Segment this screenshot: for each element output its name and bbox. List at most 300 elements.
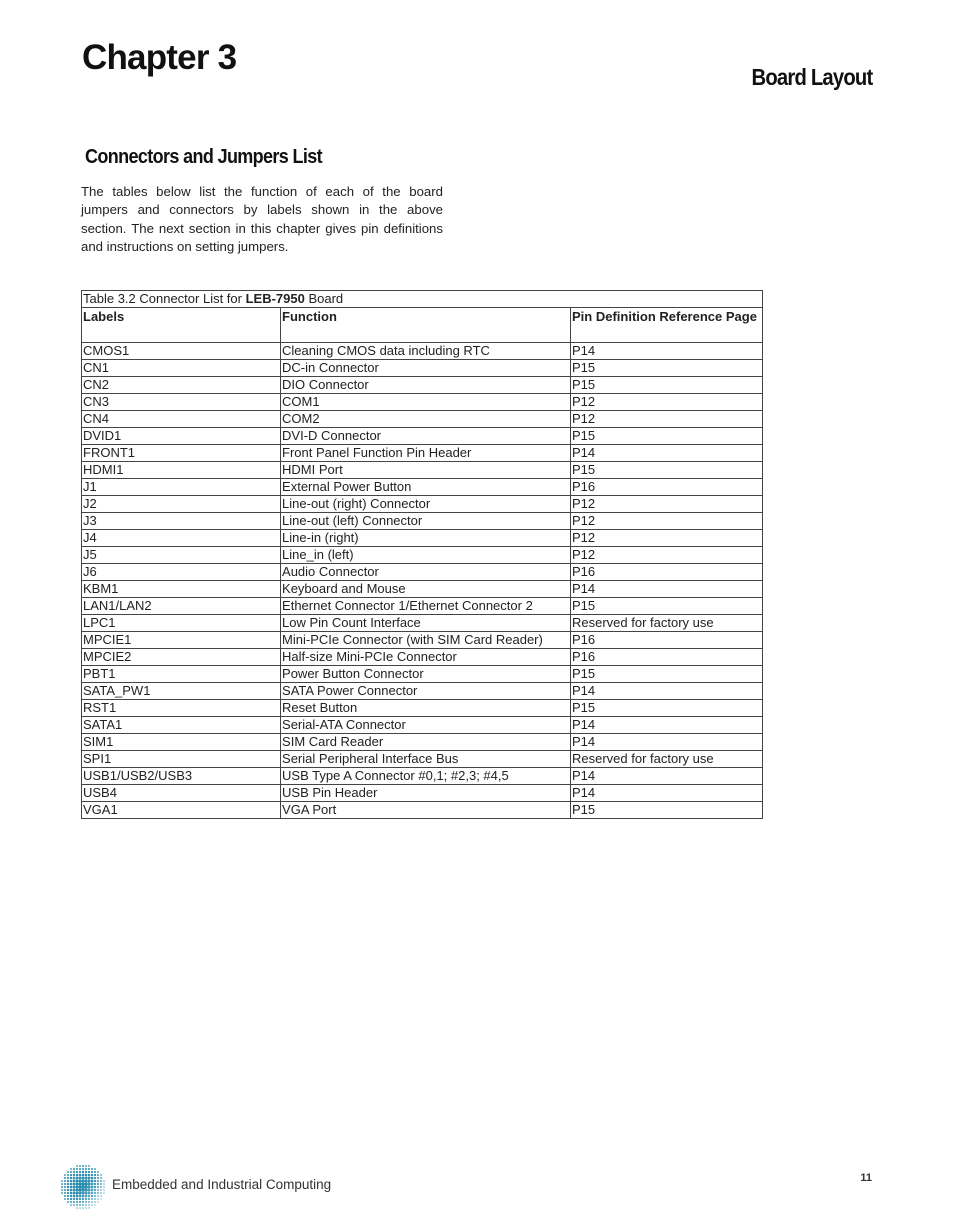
cell-function: Half-size Mini-PCIe Connector — [281, 649, 571, 666]
cell-function: Keyboard and Mouse — [281, 581, 571, 598]
logo-dot — [64, 1189, 66, 1191]
logo-dot — [78, 1179, 81, 1182]
logo-dot — [100, 1189, 102, 1191]
table-row — [82, 802, 763, 819]
logo-dot — [82, 1168, 84, 1170]
logo-dot — [67, 1186, 69, 1188]
cell-label: CN4 — [82, 411, 281, 428]
table-header-row — [82, 308, 763, 343]
cell-pin-page: P16 — [571, 632, 763, 649]
logo-dot — [70, 1186, 73, 1189]
cell-label: CN3 — [82, 394, 281, 411]
logo-dot — [97, 1192, 99, 1194]
logo-dot — [100, 1192, 102, 1194]
logo-dot — [84, 1185, 87, 1188]
cell-pin-page: P15 — [571, 598, 763, 615]
cell-pin-page: P15 — [571, 802, 763, 819]
logo-dot — [94, 1171, 96, 1173]
cell-pin-page: P12 — [571, 513, 763, 530]
cell-pin-page: P14 — [571, 785, 763, 802]
logo-dot — [85, 1192, 88, 1195]
logo-dot — [70, 1177, 72, 1179]
logo-dot — [73, 1195, 76, 1198]
logo-dot — [75, 1188, 78, 1191]
table-row — [82, 394, 763, 411]
cell-label: KBM1 — [82, 581, 281, 598]
table-row — [82, 513, 763, 530]
logo-dot — [97, 1171, 99, 1173]
cell-function: Cleaning CMOS data including RTC — [281, 343, 571, 360]
logo-dot — [84, 1182, 87, 1185]
logo-dot — [88, 1174, 91, 1177]
cell-label: CMOS1 — [82, 343, 281, 360]
logo-dot — [75, 1185, 78, 1188]
logo-dot — [61, 1180, 63, 1182]
table-row — [82, 530, 763, 547]
table-body — [82, 343, 763, 819]
caption-suffix: Board — [304, 291, 344, 306]
logo-dot — [88, 1168, 90, 1170]
logo-dot — [88, 1198, 90, 1200]
logo-dot — [67, 1177, 69, 1179]
logo-dot — [100, 1174, 102, 1176]
logo-dot — [73, 1171, 75, 1173]
logo-dot — [97, 1195, 99, 1197]
logo-dot — [91, 1192, 94, 1195]
logo-dot — [88, 1195, 91, 1198]
table-row — [82, 564, 763, 581]
cell-function: SATA Power Connector — [281, 683, 571, 700]
cell-pin-page: P15 — [571, 462, 763, 479]
logo-dot — [76, 1177, 79, 1180]
logo-dot — [82, 1201, 84, 1203]
header-function: Function — [281, 308, 571, 343]
section-title: Board Layout — [751, 64, 872, 90]
cell-function: Audio Connector — [281, 564, 571, 581]
logo-dot — [100, 1195, 102, 1197]
subsection-title: Connectors and Jumpers List — [85, 146, 323, 168]
table-row — [82, 343, 763, 360]
cell-function: USB Pin Header — [281, 785, 571, 802]
cell-function: DC-in Connector — [281, 360, 571, 377]
logo-dot — [67, 1180, 69, 1182]
logo-dot — [76, 1180, 79, 1183]
cell-function: External Power Button — [281, 479, 571, 496]
logo-dot — [70, 1168, 72, 1170]
logo-dot — [70, 1171, 72, 1173]
logo-dot — [67, 1171, 69, 1173]
logo-dot — [97, 1180, 99, 1182]
cell-pin-page: P16 — [571, 479, 763, 496]
logo-dot — [97, 1183, 99, 1185]
cell-label: CN1 — [82, 360, 281, 377]
cell-pin-page: P14 — [571, 717, 763, 734]
logo-dot — [100, 1186, 102, 1188]
logo-dot — [82, 1174, 85, 1177]
logo-dot — [91, 1204, 93, 1206]
cell-label: J2 — [82, 496, 281, 513]
cell-label: LPC1 — [82, 615, 281, 632]
cell-pin-page: P16 — [571, 564, 763, 581]
logo-dot — [67, 1195, 69, 1197]
logo-dot — [100, 1177, 102, 1179]
cell-label: DVID1 — [82, 428, 281, 445]
logo-dot — [76, 1192, 79, 1195]
table-row — [82, 700, 763, 717]
cell-label: RST1 — [82, 700, 281, 717]
logo-dot — [103, 1192, 104, 1193]
cell-pin-page: P14 — [571, 734, 763, 751]
logo-dot — [73, 1192, 76, 1195]
table-row — [82, 768, 763, 785]
logo-dot — [81, 1182, 84, 1185]
logo-dot — [73, 1177, 76, 1180]
cell-function: HDMI Port — [281, 462, 571, 479]
logo-dot — [78, 1188, 81, 1191]
cell-label: MPCIE1 — [82, 632, 281, 649]
table-row — [82, 734, 763, 751]
cell-label: SIM1 — [82, 734, 281, 751]
cell-label: J4 — [82, 530, 281, 547]
logo-dot — [91, 1198, 93, 1200]
logo-dot — [85, 1171, 87, 1173]
logo-dot — [87, 1185, 90, 1188]
logo-dot — [100, 1183, 102, 1185]
logo-dot — [76, 1204, 78, 1206]
logo-dot — [78, 1182, 81, 1185]
logo-dot — [88, 1165, 90, 1167]
logo-dot — [88, 1207, 89, 1208]
logo-dot — [103, 1189, 105, 1191]
logo-dot — [91, 1186, 94, 1189]
logo-dot — [76, 1207, 78, 1209]
logo-dot — [61, 1186, 63, 1188]
logo-dot — [82, 1171, 84, 1173]
logo-dot — [91, 1171, 93, 1173]
cell-pin-page: P15 — [571, 377, 763, 394]
table-row — [82, 377, 763, 394]
logo-dot — [73, 1204, 75, 1206]
cell-label: MPCIE2 — [82, 649, 281, 666]
cell-label: PBT1 — [82, 666, 281, 683]
logo-dot — [87, 1182, 90, 1185]
logo-dot — [61, 1192, 63, 1194]
logo-dot — [103, 1186, 105, 1188]
cell-label: SATA_PW1 — [82, 683, 281, 700]
table-row — [82, 462, 763, 479]
table-row — [82, 632, 763, 649]
logo-dot — [73, 1189, 76, 1192]
logo-dot — [70, 1195, 72, 1197]
logo-dot — [61, 1189, 63, 1191]
table-row — [82, 581, 763, 598]
logo-dot — [76, 1165, 78, 1167]
logo-dot — [97, 1174, 99, 1176]
table-row — [82, 615, 763, 632]
cell-function: Line-out (left) Connector — [281, 513, 571, 530]
footer-tagline: Embedded and Industrial Computing — [112, 1177, 332, 1192]
logo-dot — [97, 1198, 99, 1200]
logo-dot — [94, 1180, 96, 1182]
cell-pin-page: P15 — [571, 700, 763, 717]
logo-dot — [100, 1198, 101, 1199]
cell-function: Line-out (right) Connector — [281, 496, 571, 513]
cell-label: HDMI1 — [82, 462, 281, 479]
logo-dot — [79, 1165, 81, 1167]
logo-dot — [79, 1198, 81, 1200]
table-row — [82, 496, 763, 513]
table-row — [82, 649, 763, 666]
logo-dot — [85, 1207, 87, 1209]
logo-dot — [97, 1186, 99, 1188]
cell-label: LAN1/LAN2 — [82, 598, 281, 615]
caption-prefix: Table 3.2 Connector List for — [83, 291, 246, 306]
logo-dot — [85, 1201, 87, 1203]
logo-dot — [85, 1177, 88, 1180]
logo-dot — [73, 1180, 76, 1183]
table-caption-row — [82, 291, 763, 308]
cell-function: Reset Button — [281, 700, 571, 717]
logo-dot — [94, 1195, 96, 1197]
cell-function: COM1 — [281, 394, 571, 411]
table-row — [82, 445, 763, 462]
logo-dot — [81, 1179, 84, 1182]
table-row — [82, 360, 763, 377]
logo-dot — [81, 1191, 84, 1194]
logo-dot — [70, 1198, 72, 1200]
logo-dot — [84, 1188, 87, 1191]
cell-pin-page: P14 — [571, 445, 763, 462]
cell-function: Line_in (left) — [281, 547, 571, 564]
cell-function: USB Type A Connector #0,1; #2,3; #4,5 — [281, 768, 571, 785]
chapter-title: Chapter 3 — [82, 38, 237, 77]
cell-function: Mini-PCIe Connector (with SIM Card Reader) — [281, 632, 571, 649]
logo-dot — [64, 1174, 66, 1176]
logo-dot — [73, 1198, 75, 1200]
logo-dot — [91, 1195, 93, 1197]
logo-dot — [76, 1171, 78, 1173]
cell-pin-page: Reserved for factory use — [571, 615, 763, 632]
logo-dot — [94, 1204, 95, 1205]
cell-label: J3 — [82, 513, 281, 530]
cell-pin-page: P15 — [571, 666, 763, 683]
logo-dot — [94, 1186, 96, 1188]
logo-dot — [85, 1165, 87, 1167]
logo-dot — [73, 1183, 76, 1186]
cell-label: J6 — [82, 564, 281, 581]
logo-dot — [85, 1195, 88, 1198]
logo-dot — [94, 1192, 96, 1194]
logo-dot — [64, 1198, 66, 1200]
cell-pin-page: P12 — [571, 496, 763, 513]
logo-dot — [76, 1195, 79, 1198]
table-row — [82, 666, 763, 683]
cell-function: Ethernet Connector 1/Ethernet Connector 2 — [281, 598, 571, 615]
logo-dot — [85, 1168, 87, 1170]
logo-dot — [67, 1174, 69, 1176]
logo-dot — [73, 1174, 75, 1176]
table-row — [82, 428, 763, 445]
cell-function: COM2 — [281, 411, 571, 428]
logo-dot — [67, 1198, 69, 1200]
logo-dot — [76, 1201, 78, 1203]
logo-dot — [91, 1168, 93, 1170]
logo-dot — [82, 1165, 84, 1167]
logo-dot — [94, 1201, 96, 1203]
logo-dot — [91, 1177, 94, 1180]
table-row — [82, 717, 763, 734]
logo-dot — [91, 1180, 94, 1183]
logo-dot — [64, 1192, 66, 1194]
logo-dot — [79, 1201, 81, 1203]
logo-dot — [64, 1183, 66, 1185]
cell-pin-page: P14 — [571, 343, 763, 360]
logo-dot — [88, 1204, 90, 1206]
logo-dot — [70, 1192, 73, 1195]
logo-dot — [97, 1201, 98, 1202]
cell-function: VGA Port — [281, 802, 571, 819]
table-row — [82, 411, 763, 428]
header-labels: Labels — [82, 308, 281, 343]
page-number: 11 — [860, 1172, 872, 1184]
table-row — [82, 547, 763, 564]
cell-pin-page: Reserved for factory use — [571, 751, 763, 768]
logo-dot — [82, 1204, 84, 1206]
logo-dot — [73, 1168, 75, 1170]
table-row — [82, 479, 763, 496]
logo-dot — [70, 1189, 73, 1192]
logo-dot — [82, 1207, 84, 1209]
logo-dot — [76, 1198, 78, 1200]
logo-dot — [79, 1177, 82, 1180]
logo-dot — [85, 1204, 87, 1206]
logo-dot — [100, 1180, 102, 1182]
logo-dot — [61, 1183, 63, 1185]
table-row — [82, 751, 763, 768]
logo-dot — [94, 1168, 96, 1170]
logo-dot — [78, 1185, 81, 1188]
logo-dot — [64, 1186, 66, 1188]
logo-dot — [94, 1198, 96, 1200]
logo-dot — [94, 1174, 96, 1176]
cell-function: DVI-D Connector — [281, 428, 571, 445]
cell-pin-page: P12 — [571, 530, 763, 547]
logo-dot — [88, 1171, 90, 1173]
logo-dot — [85, 1174, 88, 1177]
logo-dot — [70, 1204, 72, 1206]
logo-dot — [82, 1177, 85, 1180]
logo-dot — [79, 1168, 81, 1170]
cell-pin-page: P14 — [571, 683, 763, 700]
logo-dot — [94, 1189, 96, 1191]
logo-dot — [88, 1189, 91, 1192]
logo-dot — [75, 1182, 78, 1185]
logo-dot — [70, 1174, 72, 1176]
logo-dot — [64, 1180, 66, 1182]
logo-dot — [70, 1201, 72, 1203]
cell-label: SATA1 — [82, 717, 281, 734]
logo-dot — [84, 1179, 87, 1182]
cell-pin-page: P14 — [571, 581, 763, 598]
cell-function: Serial Peripheral Interface Bus — [281, 751, 571, 768]
cell-function: SIM Card Reader — [281, 734, 571, 751]
cell-pin-page: P12 — [571, 411, 763, 428]
logo-dot — [91, 1174, 93, 1176]
logo-dot — [85, 1198, 87, 1200]
logo-dot — [70, 1180, 73, 1183]
cell-function: DIO Connector — [281, 377, 571, 394]
logo-dot — [88, 1177, 91, 1180]
cell-label: J1 — [82, 479, 281, 496]
logo-dot — [94, 1183, 96, 1185]
caption-board: LEB-7950 — [245, 291, 305, 306]
logo-dot — [91, 1189, 94, 1192]
cell-pin-page: P12 — [571, 394, 763, 411]
cell-label: USB1/USB2/USB3 — [82, 768, 281, 785]
cell-label: SPI1 — [82, 751, 281, 768]
logo-dot — [103, 1183, 105, 1185]
cell-function: Line-in (right) — [281, 530, 571, 547]
cell-pin-page: P15 — [571, 360, 763, 377]
cell-label: CN2 — [82, 377, 281, 394]
intro-paragraph: The tables below list the function of each of the board jumpers and connectors by labels shown in the above section. The next section in this chapter gives pin definitions and instructions on setting jumpers. — [81, 184, 443, 254]
cell-pin-page: P12 — [571, 547, 763, 564]
cell-label: FRONT1 — [82, 445, 281, 462]
logo-dot — [78, 1191, 81, 1194]
logo-dot — [76, 1168, 78, 1170]
logo-dot — [79, 1204, 81, 1206]
logo-dot — [91, 1201, 93, 1203]
header-pin-reference: Pin Definition Reference Page — [571, 308, 763, 343]
logo-dot — [79, 1174, 82, 1177]
connector-table — [81, 290, 763, 819]
logo-dot — [67, 1183, 69, 1185]
logo-dot — [82, 1198, 84, 1200]
cell-label: VGA1 — [82, 802, 281, 819]
logo-dot — [73, 1186, 76, 1189]
table-row — [82, 785, 763, 802]
logo-dot — [91, 1183, 94, 1186]
logo-dot — [88, 1180, 91, 1183]
logo-dot — [103, 1180, 105, 1182]
cell-pin-page: P15 — [571, 428, 763, 445]
logo-dot — [97, 1177, 99, 1179]
logo-dot — [88, 1192, 91, 1195]
logo-dot — [67, 1189, 69, 1191]
logo-dot — [73, 1201, 75, 1203]
cell-pin-page: P16 — [571, 649, 763, 666]
logo-dot — [82, 1195, 85, 1198]
logo-dot — [64, 1195, 66, 1197]
cell-label: USB4 — [82, 785, 281, 802]
logo-dot — [79, 1171, 81, 1173]
cell-pin-page: P14 — [571, 768, 763, 785]
dotted-globe-logo-icon — [60, 1164, 106, 1210]
logo-dot — [76, 1174, 79, 1177]
logo-dot — [97, 1189, 99, 1191]
logo-dot — [79, 1207, 81, 1209]
table-caption — [82, 291, 763, 308]
table-row — [82, 598, 763, 615]
logo-dot — [88, 1201, 90, 1203]
logo-dot — [67, 1192, 69, 1194]
cell-function: Power Button Connector — [281, 666, 571, 683]
logo-dot — [81, 1188, 84, 1191]
cell-function: Low Pin Count Interface — [281, 615, 571, 632]
cell-function: Serial-ATA Connector — [281, 717, 571, 734]
logo-dot — [94, 1177, 96, 1179]
logo-dot — [81, 1185, 85, 1189]
